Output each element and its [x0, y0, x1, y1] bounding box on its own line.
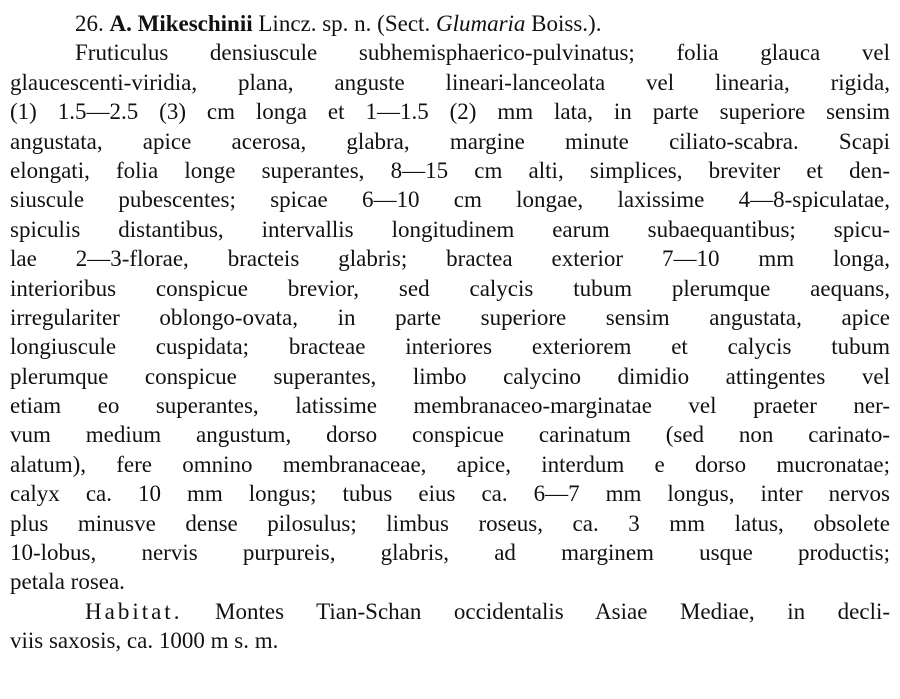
description-paragraph	[10, 38, 890, 596]
text-line: petala rosea.	[10, 569, 125, 595]
text-line: elongati, folia longe superantes, 8—15 cm alti, simplices, breviter et den-	[10, 157, 890, 183]
habitat-line	[10, 597, 890, 626]
habitat-text: Montes Tian-Schan occidentalis Asiae Mediae, in decli-	[215, 598, 891, 624]
text-line: etiam eo superantes, latissime membranaceo-marginatae vel praeter ner-	[10, 393, 890, 419]
text-line: longiuscule cuspidata; bracteae interiores exteriorem et calycis tubum	[10, 334, 890, 360]
text-line: spiculis distantibus, intervallis longitudinem earum subaequantibus; spicu-	[10, 216, 890, 242]
text-line: 10-lobus, nervis purpureis, glabris, ad marginem usque productis;	[10, 540, 890, 566]
text-line: lae 2—3-florae, bracteis glabris; bractea exterior 7—10 mm longa,	[10, 246, 890, 272]
text-line: irregulariter oblongo-ovata, in parte superiore sensim angustata, apice	[10, 304, 890, 330]
habitat-line: viis saxosis, ca. 1000 m s. m.	[10, 628, 279, 654]
text-line: alatum), fere omnino membranaceae, apice, interdum e dorso mucronatae;	[10, 451, 890, 477]
text-line: calyx ca. 10 mm longus; tubus eius ca. 6—7 mm longus, inter nervos	[10, 481, 890, 507]
text-line: plerumque conspicue superantes, limbo calycino dimidio attingentes vel	[10, 363, 890, 389]
document-page	[10, 9, 890, 656]
text-line: plus minusve dense pilosulus; limbus roseus, ca. 3 mm latus, obsolete	[10, 510, 890, 536]
text-line: siuscule pubescentes; spicae 6—10 cm longae, laxissime 4—8-spiculatae,	[10, 187, 890, 213]
section-name: Glumaria	[435, 11, 526, 36]
section-author: Boiss.).	[531, 11, 602, 36]
text-line: angustata, apice acerosa, glabra, margine minute ciliato-scabra. Scapi	[10, 128, 890, 154]
species-author: Lincz. sp. n. (Sect.	[258, 11, 431, 36]
species-name: A. Mikeschinii	[109, 11, 253, 36]
species-number: 26.	[75, 11, 104, 36]
text-line: glaucescenti-viridia, plana, anguste lineari-lanceolata vel linearia, rigida,	[10, 69, 890, 95]
text-line: interioribus conspicue brevior, sed calycis tubum plerumque aequans,	[10, 275, 890, 301]
text-line: (1) 1.5—2.5 (3) cm longa et 1—1.5 (2) mm lata, in parte superiore sensim	[10, 99, 890, 125]
text-line: Fruticulus densiuscule subhemisphaerico-pulvinatus; folia glauca vel	[75, 40, 890, 66]
species-heading	[10, 9, 890, 38]
habitat-label: Habitat.	[85, 598, 183, 624]
text-line: vum medium angustum, dorso conspicue carinatum (sed non carinato-	[10, 422, 890, 448]
habitat-paragraph	[10, 597, 890, 656]
